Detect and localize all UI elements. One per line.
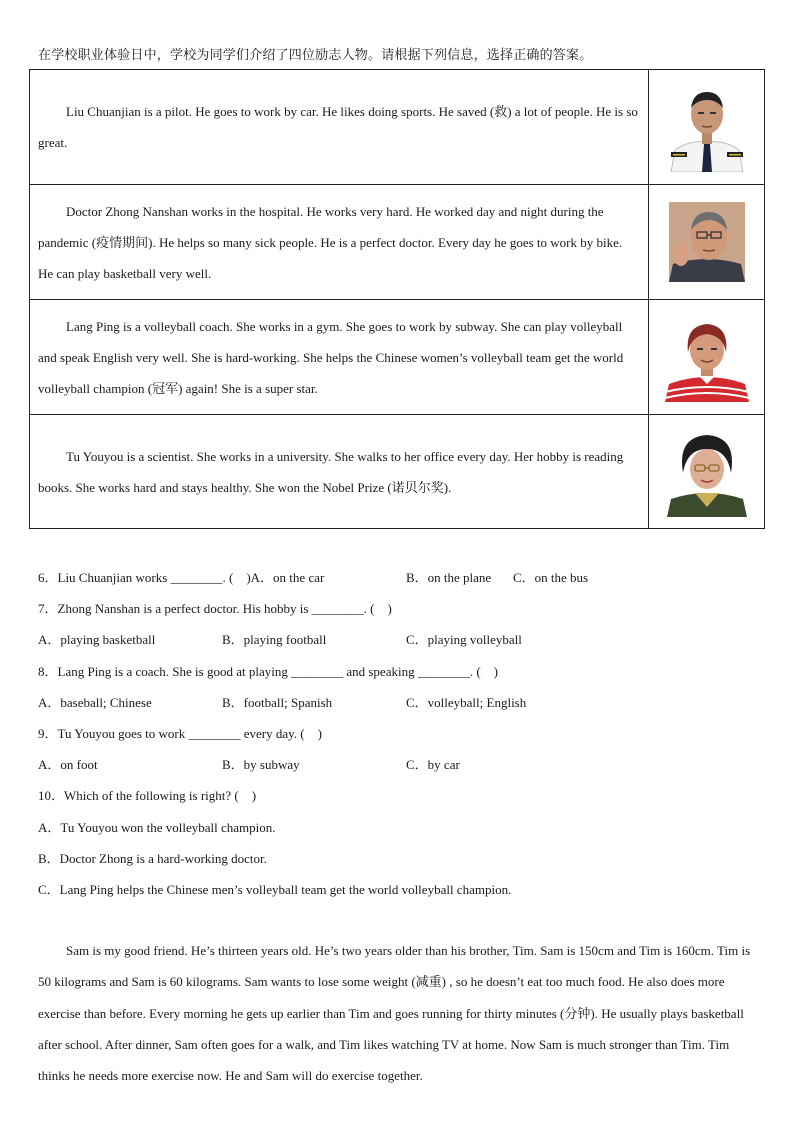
option-a[interactable]: A．Tu Youyou won the volleyball champion. [38, 819, 276, 835]
question-8 [38, 656, 758, 687]
option-b[interactable]: B．playing football [222, 632, 327, 648]
people-table [29, 69, 765, 529]
option-b[interactable]: B．on the plane [406, 570, 492, 585]
instructions: 在学校职业体验日中，学校为同学们介绍了四位励志人物。请根据下列信息，选择正确的答案。 [38, 48, 593, 63]
person-description: Tu Youyou is a scientist. She works in a university. She walks to her office every day. Her hobby is reading books. She works hard and stays healthy. She won the Nobel Prize (诺贝尔奖). [30, 415, 649, 529]
question-stem: 9．Tu Youyou goes to work ________ every day. ( ) [38, 725, 322, 741]
option-b[interactable]: B．football; Spanish [222, 694, 333, 710]
question-9-options [38, 749, 758, 780]
option-c[interactable]: C．volleyball; English [406, 694, 527, 710]
option-b[interactable]: B．Doctor Zhong is a hard-working doctor. [38, 850, 267, 866]
person-description: Lang Ping is a volleyball coach. She works in a gym. She goes to work by subway. She can play volleyball and speak English very well. She is hard-working. She helps the Chinese women’s volleyball team get the world volleyball champion (冠军) again! She is a super star. [30, 300, 649, 415]
table-row [30, 300, 765, 415]
coach-photo [661, 312, 753, 402]
option-b[interactable]: B．by subway [222, 757, 300, 773]
option-a[interactable]: A．playing basketball [38, 632, 156, 648]
reading-passage [38, 935, 758, 1091]
doctor-photo [669, 202, 745, 282]
question-7 [38, 593, 758, 624]
question-10-option-c[interactable] [38, 874, 758, 905]
question-8-options [38, 687, 758, 718]
person-description: Doctor Zhong Nanshan works in the hospital. He works very hard. He worked day and night during the pandemic (疫情期间). He helps so many sick people. He is a perfect doctor. Every day he goes to work by bike. He can play basketball very well. [30, 185, 649, 300]
option-c[interactable]: C．by car [406, 757, 460, 773]
question-6 [38, 562, 758, 593]
option-c[interactable]: C．on the bus [513, 570, 589, 585]
question-stem: 8．Lang Ping is a coach. She is good at playing ________ and speaking ________. ( ) [38, 663, 498, 679]
photo-cell [649, 415, 765, 529]
photo-cell [649, 300, 765, 415]
question-stem: 7．Zhong Nanshan is a perfect doctor. His hobby is ________. ( ) [38, 601, 392, 617]
option-c[interactable]: C．Lang Ping helps the Chinese men’s volleyball team get the world volleyball champion. [38, 881, 512, 897]
photo-cell [649, 185, 765, 300]
option-a[interactable]: A．on foot [38, 757, 98, 773]
photo-cell [649, 70, 765, 185]
scientist-photo [665, 427, 749, 517]
question-10 [38, 780, 758, 811]
option-c[interactable]: C．playing volleyball [406, 632, 522, 648]
table-row [30, 415, 765, 529]
question-10-option-a[interactable] [38, 812, 758, 843]
person-description: Liu Chuanjian is a pilot. He goes to work by car. He likes doing sports. He saved (救) a lot of people. He is so great. [30, 70, 649, 185]
question-7-options [38, 624, 758, 655]
questions [38, 562, 758, 905]
question-stem: 10．Which of the following is right? ( ) [38, 788, 257, 804]
passage-text: Sam is my good friend. He’s thirteen years old. He’s two years older than his brother, Tim. Sam is 150cm and Tim is 160cm. Tim is 50 kilograms and Sam is 60 kilograms. Sam wants to lose some weight (减重) , so he doesn’t eat too much food. He also does more exercise than before. Every morning he gets up earlier than Tim and goes running for thirty minutes (分钟). He usually plays basketball after school. After dinner, Sam often goes for a walk, and Tim likes watching TV at home. Now Sam is much stronger than Tim. Tim thinks he needs more exercise now. He and Sam will do exercise together. [38, 943, 751, 1084]
question-9 [38, 718, 758, 749]
table-row [30, 185, 765, 300]
option-a[interactable]: A．baseball; Chinese [38, 694, 152, 710]
pilot-photo [665, 82, 749, 172]
question-10-option-b[interactable] [38, 843, 758, 874]
question-stem: 6．Liu Chuanjian works ________. ( )A．on the car [38, 570, 325, 585]
table-row [30, 70, 765, 185]
